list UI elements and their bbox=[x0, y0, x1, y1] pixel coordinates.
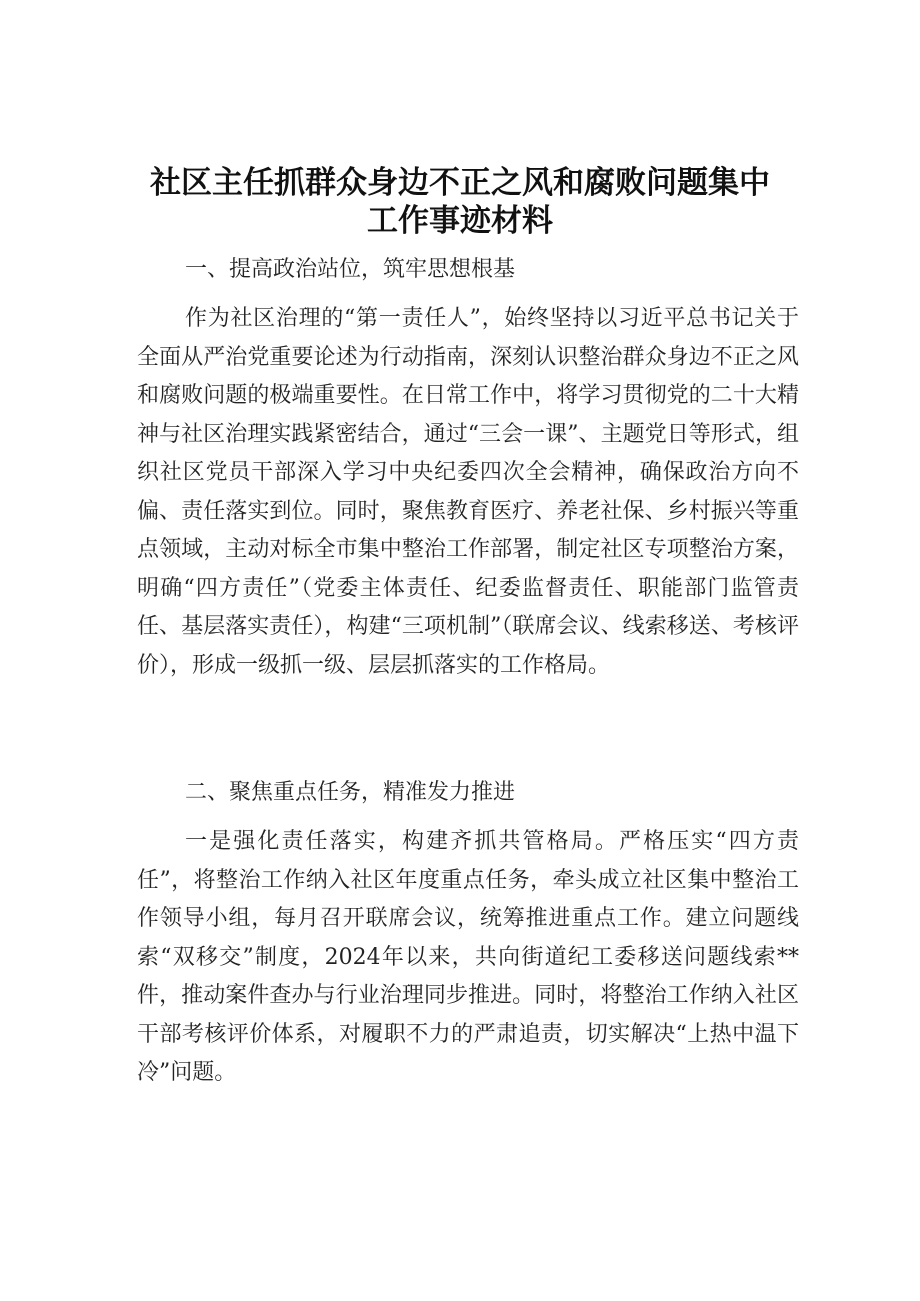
section-2-paragraph: 一是强化责任落实，构建齐抓共管格局。严格压实“四方责任”，将整治工作纳入社区年度重点任务，牵头成立社区集中整治工作领导小组，每月召开联席会议，统筹推进重点工作。建立问题线索“双移交”制度，2024年以来，共向街道纪工委移送问题线索**件，推动案件查办与行业治理同步推进。同时，将整治工作纳入社区干部考核评价体系，对履职不力的严肃追责，切实解决“上热中温下冷”问题。 bbox=[137, 829, 799, 1085]
section-1-paragraph: 作为社区治理的“第一责任人”，始终坚持以习近平总书记关于全面从严治党重要论述为行动指南，深刻认识整治群众身边不正之风和腐败问题的极端重要性。在日常工作中，将学习贯彻党的二十大精神与社区治理实践紧密结合，通过“三会一课”、主题党日等形式，组织社区党员干部深入学习中央纪委四次全会精神，确保政治方向不偏、责任落实到位。同时，聚焦教育医疗、养老社保、乡村振兴等重点领域，主动对标全市集中整治工作部署，制定社区专项整治方案，明确“四方责任”（党委主体责任、纪委监督责任、职能部门监管责任、基层落实责任），构建“三项机制”（联席会议、线索移送、考核评价），形成一级抓一级、层层抓落实的工作格局。 bbox=[137, 306, 799, 678]
document-title-line-1: 社区主任抓群众身边不正之风和腐败问题集中 bbox=[150, 165, 770, 201]
section-2-heading: 二、聚焦重点任务，精准发力推进 bbox=[185, 780, 516, 805]
document-title-line-2: 工作事迹材料 bbox=[367, 203, 553, 239]
section-1-heading: 一、提高政治站位，筑牢思想根基 bbox=[185, 257, 516, 282]
